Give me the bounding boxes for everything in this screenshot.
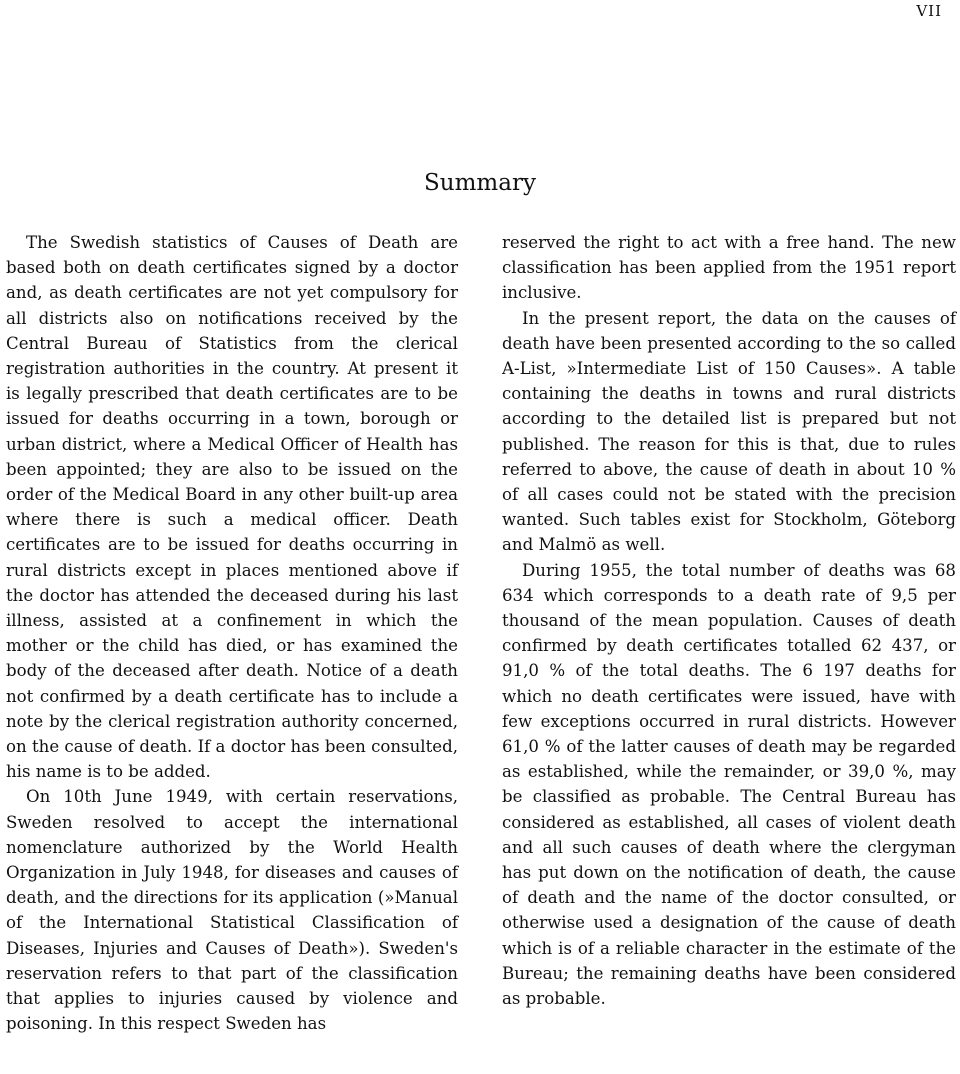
page-title: Summary [424, 170, 536, 196]
paragraph-continued: reserved the right to act with a free hand. The new classification has been applied from the 1951 report inclusive. [502, 233, 956, 303]
page-number: VII [916, 2, 942, 20]
paragraph: During 1955, the total number of deaths was 68 634 which corresponds to a death rate of 9,5 per thousand of the mean population. Causes of death confirmed by death certificates totalled 62 437, or 91,0 % of the total deaths. The 6 197 deaths for which no death certificates were issued, have with few exceptions occurred in rural districts. However 61,0 % of the latter causes of death may be regarded as established, while the remainder, or 39,0 %, may be classified as probable. The Central Bureau has considered as established, all cases of violent death and all such causes of death where the clergyman has put down on the notification of death, the cause of death and the name of the doctor consulted, or otherwise used a designation of the cause of death which is of a reliable character in the estimate of the Bureau; the remaining deaths have been considered as probable. [502, 560, 956, 1009]
paragraph: On 10th June 1949, with certain reservations, Sweden resolved to accept the international nomenclature authorized by the World Health Organization in July 1948, for diseases and causes of death, and the directions for its application (»Manual of the International Statistical Classification of Diseases, Injuries and Causes of Death»). Sweden's reservation refers to that part of the classification that applies to injuries caused by violence and poisoning. In this respect Sweden has [6, 787, 458, 1034]
paragraph: The Swedish statistics of Causes of Death are based both on death certificates signed by a doctor and, as death certificates are not yet compulsory for all districts also on notifications received by the Central Bureau of Statistics from the clerical registration authorities in the country. At present it is legally prescribed that death certificates are to be issued for deaths occurring in a town, borough or urban district, where a Medical Officer of Health has been appointed; they are also to be issued on the order of the Medical Board in any other built-up area where there is such a medical officer. Death certificates are to be issued for deaths occurring in rural districts except in places mentioned above if the doctor has attended the deceased during his last illness, assisted at a confinement in which the mother or the child has died, or has examined the body of the deceased after death. Notice of a death not confirmed by a death certificate has to include a note by the clerical registration authority concerned, on the cause of death. If a doctor has been consulted, his name is to be added. [6, 233, 458, 782]
left-column [6, 230, 458, 1037]
right-column [502, 230, 956, 1011]
paragraph: In the present report, the data on the causes of death have been presented according to the so called A-List, »Intermediate List of 150 Causes». A table containing the deaths in towns and rural districts according to the detailed list is prepared but not published. The reason for this is that, due to rules referred to above, the cause of death in about 10 % of all cases could not be stated with the precision wanted. Such tables exist for Stockholm, Göteborg and Malmö as well. [502, 308, 956, 555]
